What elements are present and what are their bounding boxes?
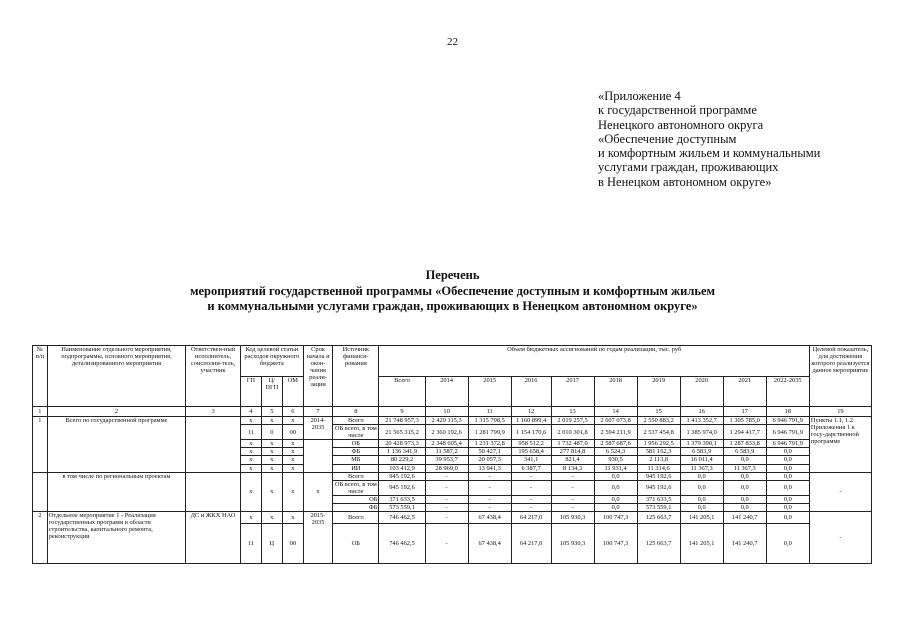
value-cell: -	[551, 480, 594, 495]
header-year: 2014	[425, 377, 468, 407]
value-cell: 945 192,6	[379, 472, 425, 480]
value-cell: 945 192,6	[379, 480, 425, 495]
value-cell: 1 305 785,0	[723, 417, 766, 425]
value-cell: -	[425, 504, 468, 512]
value-cell: 141 205,1	[680, 512, 723, 524]
data-row	[33, 417, 872, 425]
appendix-note	[598, 89, 820, 189]
value-cell: 6 387,7	[511, 464, 551, 472]
value-cell: 0,0	[680, 472, 723, 480]
row-executor	[186, 472, 241, 511]
value-cell: 6 946 791,9	[766, 417, 809, 425]
value-cell: 28 969,0	[425, 464, 468, 472]
value-cell: 371 633,5	[637, 495, 680, 503]
title-line: мероприятий государственной программы «Обеспечение доступным и комфортным жильем	[189, 283, 716, 298]
value-cell: -	[425, 495, 468, 503]
code-gp: х	[240, 512, 261, 524]
value-cell: 0,0	[723, 504, 766, 512]
col-number: 9	[379, 407, 425, 417]
value-cell: 6 524,3	[594, 448, 637, 456]
code-om: 00	[282, 425, 303, 440]
code-om: х	[282, 417, 303, 425]
code-pgp: 0	[261, 425, 282, 440]
value-cell: 0,0	[680, 495, 723, 503]
document-title	[0, 268, 905, 315]
header-source: Источник финанси-рования	[333, 346, 379, 407]
value-cell: 2 550 883,2	[637, 417, 680, 425]
value-cell: 100 747,3	[594, 524, 637, 564]
value-cell: 0,0	[723, 480, 766, 495]
row-executor	[186, 417, 241, 473]
header-name: Наименование отдельного мероприятия, подпрограммы, основного мероприятия, детализированного мероприятия	[47, 346, 186, 407]
source-cell: ОБ всего, в том числе	[333, 480, 379, 495]
value-cell: -	[468, 472, 511, 480]
value-cell: 1 294 417,7	[723, 425, 766, 440]
value-cell: 16 011,4	[680, 456, 723, 464]
value-cell: 0,0	[594, 504, 637, 512]
value-cell: -	[468, 495, 511, 503]
value-cell: 2 113,8	[637, 456, 680, 464]
value-cell: 1 154 170,6	[511, 425, 551, 440]
header-year: 2015	[468, 377, 511, 407]
code-om: х	[282, 440, 303, 448]
value-cell: -	[551, 504, 594, 512]
value-cell: 0,0	[680, 480, 723, 495]
value-cell: -	[425, 472, 468, 480]
appendix-line: и комфортным жильем и коммунальными	[598, 146, 821, 161]
source-cell: ИИ	[333, 464, 379, 472]
col-number: 14	[594, 407, 637, 417]
row-num: 2	[33, 512, 48, 564]
row-executor: ДС и ЖКХ НАО	[186, 512, 241, 564]
code-gp: х	[240, 417, 261, 425]
header-indicator: Целевой показатель, для достижения которого реализуется данное мероприятие	[809, 346, 871, 407]
row-indicator: Пункты 1.1, 1.2 Приложения 1 к госу-дарственной программе	[809, 417, 871, 473]
value-cell: 573 559,1	[637, 504, 680, 512]
col-number: 17	[723, 407, 766, 417]
header-year: 2016	[511, 377, 551, 407]
header-pgp: Ц/ПГП	[261, 377, 282, 407]
value-cell: -	[511, 495, 551, 503]
value-cell: -	[551, 495, 594, 503]
appendix-line: «Обеспечение доступным	[598, 131, 737, 146]
code-pgp: х	[261, 512, 282, 524]
col-number: 18	[766, 407, 809, 417]
row-num: 1	[33, 417, 48, 473]
row-indicator: -	[809, 512, 871, 564]
value-cell: 1 385 974,0	[680, 425, 723, 440]
code-om: х	[282, 512, 303, 524]
header-om: ОМ	[282, 377, 303, 407]
value-cell: -	[511, 472, 551, 480]
source-cell: ОБ	[333, 440, 379, 448]
value-cell: 2 360 192,6	[425, 425, 468, 440]
value-cell: -	[468, 504, 511, 512]
value-cell: -	[425, 512, 468, 524]
code-gp: х	[240, 456, 261, 464]
value-cell: 277 814,8	[551, 448, 594, 456]
row-name: Всего по государственной программе	[47, 417, 186, 473]
value-cell: 1 732 487,0	[551, 440, 594, 448]
value-cell: 13 941,3	[468, 464, 511, 472]
appendix-line: услугами граждан, проживающих	[598, 160, 779, 175]
header-total: Всего	[379, 377, 425, 407]
appendix-line: «Приложение 4	[598, 89, 681, 103]
value-cell: -	[551, 472, 594, 480]
value-cell: 64 217,0	[511, 512, 551, 524]
col-number: 2	[47, 407, 186, 417]
value-cell: 0,0	[594, 472, 637, 480]
appendix-line: в Ненецком автономном округе»	[598, 174, 772, 189]
col-number: 6	[282, 407, 303, 417]
value-cell: -	[468, 480, 511, 495]
source-cell: ОБ	[333, 495, 379, 503]
code-om: 00	[282, 524, 303, 564]
value-cell: 0,0	[680, 504, 723, 512]
col-number: 7	[303, 407, 332, 417]
value-cell: 746 462,5	[379, 512, 425, 524]
data-row	[33, 512, 872, 524]
code-pgp: х	[261, 440, 282, 448]
appendix-line: Ненецкого автономного округа	[598, 117, 764, 132]
value-cell: 0,0	[766, 512, 809, 524]
value-cell: 2 019 257,5	[551, 417, 594, 425]
code-pgp: х	[261, 448, 282, 456]
code-pgp: х	[261, 472, 282, 511]
value-cell: 105 930,3	[551, 512, 594, 524]
value-cell: 195 658,4	[511, 448, 551, 456]
value-cell: 0,0	[766, 504, 809, 512]
row-num	[33, 472, 48, 511]
code-gp: х	[240, 448, 261, 456]
row-period: 2014-2035	[303, 417, 332, 440]
value-cell: -	[511, 504, 551, 512]
value-cell: 64 217,0	[511, 524, 551, 564]
value-cell: 1 315 798,5	[468, 417, 511, 425]
header-year: 2020	[680, 377, 723, 407]
value-cell: 141 205,1	[680, 524, 723, 564]
code-om: х	[282, 456, 303, 464]
value-cell: -	[425, 480, 468, 495]
source-cell: Всего	[333, 472, 379, 480]
header-year: 2022-2035	[766, 377, 809, 407]
col-number: 8	[333, 407, 379, 417]
value-cell: 6 583,9	[680, 448, 723, 456]
code-gp: 11	[240, 425, 261, 440]
col-number: 5	[261, 407, 282, 417]
value-cell: 0,0	[766, 456, 809, 464]
header-year: 2018	[594, 377, 637, 407]
value-cell: -	[511, 480, 551, 495]
value-cell: 945 192,6	[637, 472, 680, 480]
source-cell: Всего	[333, 417, 379, 425]
value-cell: 80 229,2	[379, 456, 425, 464]
col-number: 11	[468, 407, 511, 417]
col-number: 4	[240, 407, 261, 417]
value-cell: 0,0	[766, 524, 809, 564]
value-cell: 821,4	[551, 456, 594, 464]
header-gp: ГП	[240, 377, 261, 407]
value-cell: 0,0	[766, 472, 809, 480]
value-cell: 20 428 973,3	[379, 440, 425, 448]
code-gp: х	[240, 472, 261, 511]
column-number-row	[33, 407, 872, 417]
value-cell: 2 607 073,8	[594, 417, 637, 425]
value-cell: 2 587 687,6	[594, 440, 637, 448]
value-cell: 0,0	[766, 480, 809, 495]
value-cell: 1 281 799,9	[468, 425, 511, 440]
title-line: и коммунальными услугами граждан, проживающих в Ненецком автономном округе»	[207, 299, 698, 313]
value-cell: 6 946 791,9	[766, 425, 809, 440]
header-volume: Объем бюджетных ассигнований по годам реализации, тыс. руб	[379, 346, 809, 377]
code-pgp: х	[261, 417, 282, 425]
col-number: 1	[33, 407, 48, 417]
source-cell: ФБ	[333, 448, 379, 456]
title-line: Перечень	[425, 268, 480, 282]
value-cell: 581 162,3	[637, 448, 680, 456]
value-cell: 1 413 352,7	[680, 417, 723, 425]
value-cell: 11 367,3	[680, 464, 723, 472]
value-cell: 11 367,3	[723, 464, 766, 472]
source-cell: ОБ всего, в том числе	[333, 425, 379, 440]
value-cell: 50 427,1	[468, 448, 511, 456]
row-period-empty	[303, 440, 332, 472]
row-name: Отдельное мероприятие 1 - Реализация государственных программ в области строительства, капитального ремонта, реконструкции	[47, 512, 186, 564]
col-number: 15	[637, 407, 680, 417]
value-cell: 21 565 315,2	[379, 425, 425, 440]
value-cell: 2 348 605,4	[425, 440, 468, 448]
value-cell: 6 946 791,9	[766, 440, 809, 448]
value-cell: 573 559,1	[379, 504, 425, 512]
value-cell: 1 379 390,1	[680, 440, 723, 448]
header-row	[33, 346, 872, 377]
col-number: 10	[425, 407, 468, 417]
value-cell: 1 136 341,9	[379, 448, 425, 456]
value-cell: 2 010 301,8	[551, 425, 594, 440]
measure-1-block	[33, 512, 872, 564]
value-cell: 141 240,7	[723, 512, 766, 524]
value-cell: 0,0	[766, 448, 809, 456]
value-cell: -	[425, 524, 468, 564]
value-cell: 0,0	[594, 480, 637, 495]
code-gp: х	[240, 440, 261, 448]
value-cell: 125 663,7	[637, 524, 680, 564]
value-cell: 930,5	[594, 456, 637, 464]
value-cell: 958 512,2	[511, 440, 551, 448]
appendix-line: к государственной программе	[598, 103, 757, 118]
header-code: Код целевой статьи расходов окружного бюджета	[240, 346, 303, 377]
value-cell: 6 583,9	[723, 448, 766, 456]
col-number: 3	[186, 407, 241, 417]
code-om: х	[282, 464, 303, 472]
row-period: 2015-2035	[303, 512, 332, 564]
value-cell: 20 057,3	[468, 456, 511, 464]
value-cell: 0,0	[723, 456, 766, 464]
code-om: х	[282, 472, 303, 511]
value-cell: 1 160 899,4	[511, 417, 551, 425]
header-year: 2017	[551, 377, 594, 407]
value-cell: 21 748 957,3	[379, 417, 425, 425]
value-cell: 2 537 454,8	[637, 425, 680, 440]
code-gp: х	[240, 464, 261, 472]
header-period: Срок начала и окон-чания реали-зации	[303, 346, 332, 407]
value-cell: 0,0	[766, 495, 809, 503]
value-cell: 141 240,7	[723, 524, 766, 564]
value-cell: 746 462,5	[379, 524, 425, 564]
page-number: 22	[447, 36, 458, 48]
row-period: х	[303, 472, 332, 511]
source-cell: ОБ	[333, 524, 379, 564]
value-cell: 39 953,7	[425, 456, 468, 464]
col-number: 19	[809, 407, 871, 417]
value-cell: 11 314,6	[637, 464, 680, 472]
value-cell: 0,0	[723, 472, 766, 480]
col-number: 13	[551, 407, 594, 417]
value-cell: 1 231 372,8	[468, 440, 511, 448]
measures-table	[32, 345, 872, 564]
code-pgp: х	[261, 456, 282, 464]
row-name: в том числе по региональным проектам	[47, 472, 186, 511]
code-gp: 11	[240, 524, 261, 564]
value-cell: 67 438,4	[468, 524, 511, 564]
regional-projects-block	[33, 472, 872, 511]
value-cell: 2 594 211,9	[594, 425, 637, 440]
value-cell: 1 287 833,8	[723, 440, 766, 448]
code-pgp: х	[261, 464, 282, 472]
header-executor: Ответствен-ный исполнитель, соисполни-тель, участник	[186, 346, 241, 407]
value-cell: 945 192,6	[637, 480, 680, 495]
value-cell: 341,1	[511, 456, 551, 464]
header-num: № п/п	[33, 346, 48, 407]
value-cell: 8 134,3	[551, 464, 594, 472]
value-cell: 11 587,2	[425, 448, 468, 456]
col-number: 12	[511, 407, 551, 417]
value-cell: 100 747,3	[594, 512, 637, 524]
code-om: х	[282, 448, 303, 456]
value-cell: 11 931,4	[594, 464, 637, 472]
value-cell: 1 956 292,5	[637, 440, 680, 448]
row-indicator: -	[809, 472, 871, 511]
value-cell: 125 663,7	[637, 512, 680, 524]
source-cell: ФБ	[333, 504, 379, 512]
value-cell: 0,0	[766, 464, 809, 472]
data-row	[33, 472, 872, 480]
value-cell: 0,0	[594, 495, 637, 503]
value-cell: 105 930,3	[551, 524, 594, 564]
program-total-block	[33, 417, 872, 473]
col-number: 16	[680, 407, 723, 417]
code-pgp: Ц	[261, 524, 282, 564]
value-cell: 371 633,5	[379, 495, 425, 503]
value-cell: 2 429 115,3	[425, 417, 468, 425]
value-cell: 67 438,4	[468, 512, 511, 524]
source-cell: МБ	[333, 456, 379, 464]
value-cell: 103 412,9	[379, 464, 425, 472]
header-year: 2019	[637, 377, 680, 407]
header-year: 2021	[723, 377, 766, 407]
source-cell: Всего	[333, 512, 379, 524]
value-cell: 0,0	[723, 495, 766, 503]
